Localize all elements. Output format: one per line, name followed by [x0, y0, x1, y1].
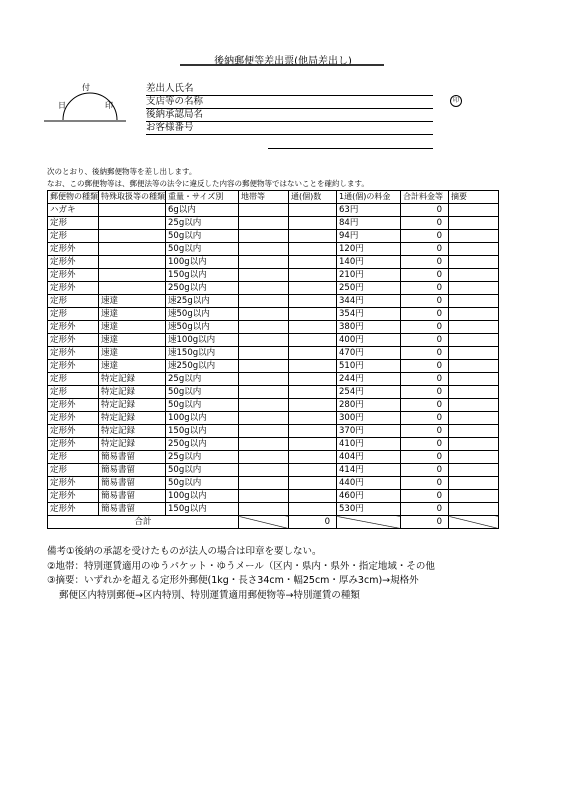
total-fee-cell: 0 [401, 334, 449, 347]
table-row [48, 490, 499, 503]
remarks-cell[interactable] [449, 269, 499, 282]
unit-price-cell: 210円 [337, 269, 401, 282]
count-cell[interactable] [289, 360, 337, 373]
stamp-label-right: 印 [105, 101, 113, 110]
special-handling-cell: 速達 [99, 334, 166, 347]
mail-type-cell: 定形 [48, 295, 99, 308]
unit-price-cell: 140円 [337, 256, 401, 269]
unit-price-cell: 84円 [337, 217, 401, 230]
date-stamp-area [38, 82, 128, 128]
zone-cell[interactable] [239, 451, 289, 464]
weight-size-cell: 速25g以内 [166, 295, 239, 308]
unit-price-cell: 254円 [337, 386, 401, 399]
table-header-row [48, 191, 499, 204]
total-fee-cell: 0 [401, 230, 449, 243]
weight-size-cell: 250g以内 [166, 282, 239, 295]
page-title: 後納郵便等差出票(他局差出し) [214, 56, 352, 67]
special-handling-cell: 特定記録 [99, 386, 166, 399]
unit-price-cell: 510円 [337, 360, 401, 373]
special-handling-cell: 簡易書留 [99, 477, 166, 490]
sender-info [146, 83, 433, 135]
zone-cell[interactable] [239, 360, 289, 373]
zone-cell[interactable] [239, 308, 289, 321]
total-fee-cell: 0 [401, 373, 449, 386]
mail-type-cell: 定形外 [48, 399, 99, 412]
special-handling-cell [99, 243, 166, 256]
zone-cell[interactable] [239, 503, 289, 516]
note-4: 郵便区内特別郵便→区内特別、特別運賃適用郵便物等→特別運賃の種類 [59, 589, 360, 601]
count-cell[interactable] [289, 451, 337, 464]
table-row [48, 386, 499, 399]
table-row [48, 399, 499, 412]
remarks-cell[interactable] [449, 438, 499, 451]
total-fee-cell: 0 [401, 308, 449, 321]
weight-size-cell: 50g以内 [166, 464, 239, 477]
weight-size-cell: 250g以内 [166, 438, 239, 451]
zone-cell[interactable] [239, 282, 289, 295]
remarks-cell[interactable] [449, 451, 499, 464]
weight-size-cell: 150g以内 [166, 269, 239, 282]
zone-cell[interactable] [239, 269, 289, 282]
mail-type-cell: 定形 [48, 386, 99, 399]
zone-cell[interactable] [239, 295, 289, 308]
special-handling-cell: 速達 [99, 295, 166, 308]
weight-size-cell: 50g以内 [166, 243, 239, 256]
count-cell[interactable] [289, 438, 337, 451]
special-handling-cell [99, 269, 166, 282]
remarks-cell[interactable] [449, 360, 499, 373]
total-fee-cell: 0 [401, 204, 449, 217]
unit-price-cell: 414円 [337, 464, 401, 477]
remarks-cell[interactable] [449, 204, 499, 217]
stamp-label-left: 日 [58, 101, 66, 110]
weight-size-cell: 6g以内 [166, 204, 239, 217]
mail-type-cell: 定形 [48, 373, 99, 386]
remarks-cell[interactable] [449, 347, 499, 360]
weight-size-cell: 速100g以内 [166, 334, 239, 347]
remarks-cell[interactable] [449, 373, 499, 386]
zone-cell[interactable] [239, 373, 289, 386]
weight-size-cell: 100g以内 [166, 256, 239, 269]
mail-type-cell: 定形 [48, 230, 99, 243]
remarks-cell[interactable] [449, 282, 499, 295]
total-fee-cell: 0 [401, 425, 449, 438]
unit-price-cell: 344円 [337, 295, 401, 308]
remarks-cell[interactable] [449, 217, 499, 230]
count-cell[interactable] [289, 295, 337, 308]
weight-size-cell: 100g以内 [166, 490, 239, 503]
total-row [48, 516, 499, 529]
remarks-cell[interactable] [449, 464, 499, 477]
table-row [48, 373, 499, 386]
zone-cell[interactable] [239, 321, 289, 334]
total-zone-cell [239, 516, 289, 529]
count-cell[interactable] [289, 490, 337, 503]
unit-price-cell: 530円 [337, 503, 401, 516]
mail-type-cell: 定形外 [48, 412, 99, 425]
table-row [48, 334, 499, 347]
zone-cell[interactable] [239, 386, 289, 399]
unit-price-cell: 460円 [337, 490, 401, 503]
mail-type-cell: 定形 [48, 308, 99, 321]
intro-line-1: 次のとおり、後納郵便物等を差し出します。 [47, 167, 197, 176]
total-fee-cell: 0 [401, 399, 449, 412]
table-row [48, 425, 499, 438]
mail-type-cell: 定形 [48, 217, 99, 230]
unit-price-cell: 120円 [337, 243, 401, 256]
total-fee-cell: 0 [401, 243, 449, 256]
mail-type-cell: 定形外 [48, 438, 99, 451]
table-row [48, 269, 499, 282]
mail-type-cell: 定形外 [48, 490, 99, 503]
zone-cell[interactable] [239, 204, 289, 217]
mail-type-cell: 定形外 [48, 360, 99, 373]
zone-cell[interactable] [239, 399, 289, 412]
unit-price-cell: 370円 [337, 425, 401, 438]
remarks-cell[interactable] [449, 477, 499, 490]
header-mail-type: 郵便物の種類 [48, 191, 99, 204]
remarks-cell[interactable] [449, 503, 499, 516]
unit-price-cell: 280円 [337, 399, 401, 412]
count-cell[interactable] [289, 256, 337, 269]
zone-cell[interactable] [239, 243, 289, 256]
total-fee-cell: 0 [401, 386, 449, 399]
total-fee-cell: 0 [401, 490, 449, 503]
header-zone: 地帯等 [239, 191, 289, 204]
mail-type-cell: 定形外 [48, 269, 99, 282]
zone-cell[interactable] [239, 438, 289, 451]
total-count[interactable]: 0 [289, 516, 337, 529]
remarks-cell[interactable] [449, 334, 499, 347]
table-row [48, 360, 499, 373]
zone-cell[interactable] [239, 217, 289, 230]
header-weight-size: 重量・サイズ別 [166, 191, 239, 204]
count-cell[interactable] [289, 347, 337, 360]
sender-name-field[interactable]: 差出人氏名 [146, 83, 433, 96]
count-cell[interactable] [289, 373, 337, 386]
unit-price-cell: 410円 [337, 438, 401, 451]
weight-size-cell: 25g以内 [166, 373, 239, 386]
header-unit-price: 1通(個)の料金 [337, 191, 401, 204]
zone-cell[interactable] [239, 490, 289, 503]
mail-type-cell: 定形外 [48, 503, 99, 516]
total-fee-cell: 0 [401, 295, 449, 308]
unit-price-cell: 404円 [337, 451, 401, 464]
title-underline [180, 64, 384, 66]
total-fee-cell: 0 [401, 321, 449, 334]
total-remarks-cell [449, 516, 499, 529]
weight-size-cell: 50g以内 [166, 477, 239, 490]
unit-price-cell: 244円 [337, 373, 401, 386]
special-handling-cell: 簡易書留 [99, 503, 166, 516]
remarks-cell[interactable] [449, 230, 499, 243]
table-row [48, 464, 499, 477]
count-cell[interactable] [289, 321, 337, 334]
count-cell[interactable] [289, 230, 337, 243]
zone-cell[interactable] [239, 425, 289, 438]
total-fee-cell: 0 [401, 451, 449, 464]
total-fee-cell: 0 [401, 464, 449, 477]
special-handling-cell: 簡易書留 [99, 451, 166, 464]
zone-cell[interactable] [239, 477, 289, 490]
remarks-cell[interactable] [449, 295, 499, 308]
special-handling-cell [99, 230, 166, 243]
weight-size-cell: 150g以内 [166, 425, 239, 438]
table-row [48, 243, 499, 256]
count-cell[interactable] [289, 464, 337, 477]
total-fee-cell: 0 [401, 438, 449, 451]
total-fee-cell: 0 [401, 256, 449, 269]
weight-size-cell: 速50g以内 [166, 308, 239, 321]
special-handling-cell: 特定記録 [99, 399, 166, 412]
unit-price-cell: 354円 [337, 308, 401, 321]
unit-price-cell: 250円 [337, 282, 401, 295]
mail-type-cell: 定形外 [48, 425, 99, 438]
count-cell[interactable] [289, 243, 337, 256]
table-row [48, 412, 499, 425]
special-handling-cell: 速達 [99, 321, 166, 334]
header-total-fee: 合計料金等 [401, 191, 449, 204]
table-row [48, 204, 499, 217]
seal-mark-icon: 印 [450, 95, 462, 107]
header-special-handling: 特殊取扱等の種類 [99, 191, 166, 204]
count-cell[interactable] [289, 308, 337, 321]
approval-office-field[interactable]: 後納承認局名 [146, 109, 433, 122]
special-handling-cell: 特定記録 [99, 412, 166, 425]
header-count: 通(個)数 [289, 191, 337, 204]
special-handling-cell: 簡易書留 [99, 490, 166, 503]
stamp-label-top: 付 [82, 83, 90, 92]
note-2: ②地帯：特別運賃適用のゆうパケット・ゆうメール（区内・県内・県外・指定地域・その他 [47, 560, 435, 572]
special-handling-cell: 速達 [99, 347, 166, 360]
total-amount: 0 [401, 516, 449, 529]
count-cell[interactable] [289, 425, 337, 438]
special-handling-cell: 速達 [99, 360, 166, 373]
header-remarks: 摘要 [449, 191, 499, 204]
unit-price-cell: 380円 [337, 321, 401, 334]
table-row [48, 503, 499, 516]
mail-items-table [47, 190, 499, 529]
remarks-cell[interactable] [449, 308, 499, 321]
total-fee-cell: 0 [401, 360, 449, 373]
zone-cell[interactable] [239, 464, 289, 477]
weight-size-cell: 速50g以内 [166, 321, 239, 334]
weight-size-cell: 50g以内 [166, 230, 239, 243]
total-fee-cell: 0 [401, 217, 449, 230]
total-fee-cell: 0 [401, 477, 449, 490]
zone-cell[interactable] [239, 230, 289, 243]
remarks-cell[interactable] [449, 425, 499, 438]
remarks-cell[interactable] [449, 386, 499, 399]
weight-size-cell: 150g以内 [166, 503, 239, 516]
table-row [48, 438, 499, 451]
notes-section [47, 545, 566, 603]
zone-cell[interactable] [239, 412, 289, 425]
table-row [48, 308, 499, 321]
mail-type-cell: ハガキ [48, 204, 99, 217]
special-handling-cell [99, 282, 166, 295]
separator-line [268, 148, 433, 149]
zone-cell[interactable] [239, 347, 289, 360]
mail-type-cell: 定形外 [48, 282, 99, 295]
zone-cell[interactable] [239, 256, 289, 269]
weight-size-cell: 50g以内 [166, 399, 239, 412]
total-fee-cell: 0 [401, 269, 449, 282]
mail-type-cell: 定形 [48, 451, 99, 464]
mail-type-cell: 定形外 [48, 243, 99, 256]
special-handling-cell [99, 256, 166, 269]
branch-name-field[interactable]: 支店等の名称 [146, 96, 433, 109]
weight-size-cell: 100g以内 [166, 412, 239, 425]
special-handling-cell: 特定記録 [99, 438, 166, 451]
mail-type-cell: 定形 [48, 464, 99, 477]
table-row [48, 282, 499, 295]
unit-price-cell: 470円 [337, 347, 401, 360]
count-cell[interactable] [289, 204, 337, 217]
customer-number-field[interactable]: お客様番号 [146, 122, 433, 135]
total-fee-cell: 0 [401, 503, 449, 516]
table-row [48, 477, 499, 490]
table-row [48, 451, 499, 464]
total-label: 合計 [48, 516, 239, 529]
table-row [48, 321, 499, 334]
unit-price-cell: 94円 [337, 230, 401, 243]
remarks-cell[interactable] [449, 243, 499, 256]
remarks-cell[interactable] [449, 399, 499, 412]
mail-type-cell: 定形外 [48, 347, 99, 360]
special-handling-cell: 特定記録 [99, 373, 166, 386]
count-cell[interactable] [289, 503, 337, 516]
count-cell[interactable] [289, 477, 337, 490]
total-fee-cell: 0 [401, 347, 449, 360]
zone-cell[interactable] [239, 334, 289, 347]
total-fee-cell: 0 [401, 412, 449, 425]
table-row [48, 295, 499, 308]
note-3: ③摘要：いずれかを超える定形外郵便(1kg・長さ34cm・幅25cm・厚み3cm)→規格外 [47, 575, 419, 586]
total-unit-price-cell [337, 516, 401, 529]
mail-type-cell: 定形外 [48, 334, 99, 347]
table-row [48, 347, 499, 360]
weight-size-cell: 50g以内 [166, 386, 239, 399]
count-cell[interactable] [289, 269, 337, 282]
special-handling-cell: 速達 [99, 308, 166, 321]
table-row [48, 230, 499, 243]
special-handling-cell: 特定記録 [99, 425, 166, 438]
unit-price-cell: 400円 [337, 334, 401, 347]
note-1: 備考①後納の承認を受けたものが法人の場合は印章を要しない。 [47, 546, 322, 557]
count-cell[interactable] [289, 334, 337, 347]
remarks-cell[interactable] [449, 256, 499, 269]
unit-price-cell: 63円 [337, 204, 401, 217]
weight-size-cell: 速250g以内 [166, 360, 239, 373]
unit-price-cell: 440円 [337, 477, 401, 490]
remarks-cell[interactable] [449, 412, 499, 425]
special-handling-cell [99, 217, 166, 230]
remarks-cell[interactable] [449, 490, 499, 503]
mail-type-cell: 定形外 [48, 477, 99, 490]
total-fee-cell: 0 [401, 282, 449, 295]
special-handling-cell: 簡易書留 [99, 464, 166, 477]
remarks-cell[interactable] [449, 321, 499, 334]
count-cell[interactable] [289, 412, 337, 425]
special-handling-cell [99, 204, 166, 217]
weight-size-cell: 25g以内 [166, 451, 239, 464]
count-cell[interactable] [289, 282, 337, 295]
table-row [48, 256, 499, 269]
weight-size-cell: 速150g以内 [166, 347, 239, 360]
unit-price-cell: 300円 [337, 412, 401, 425]
count-cell[interactable] [289, 217, 337, 230]
table-row [48, 217, 499, 230]
count-cell[interactable] [289, 386, 337, 399]
weight-size-cell: 25g以内 [166, 217, 239, 230]
mail-type-cell: 定形外 [48, 321, 99, 334]
mail-type-cell: 定形外 [48, 256, 99, 269]
intro-line-2: なお、この郵便物等は、郵便法等の法令に違反した内容の郵便物等ではないことを確約します。 [47, 179, 369, 188]
count-cell[interactable] [289, 399, 337, 412]
